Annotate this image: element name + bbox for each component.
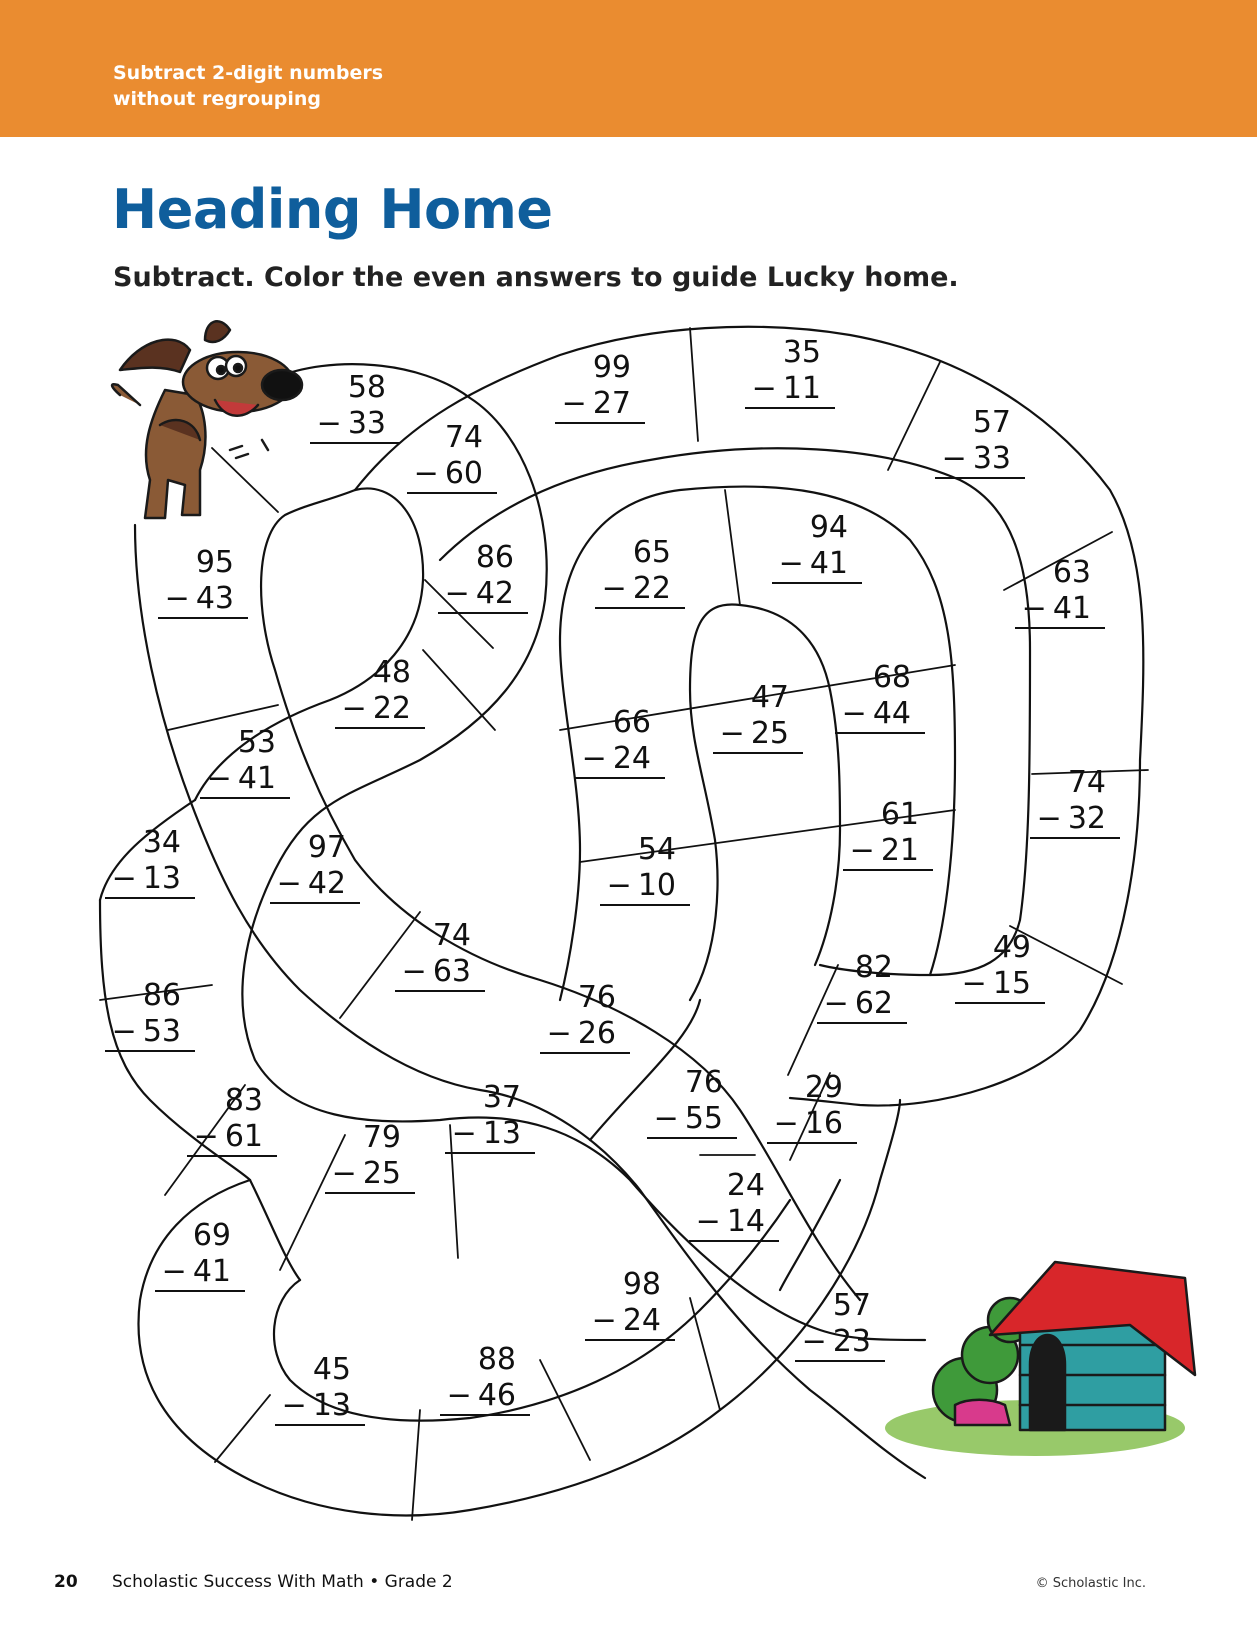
subtrahend: 53: [142, 1014, 181, 1049]
minus-sign: −: [206, 761, 232, 796]
subtrahend: 25: [750, 716, 789, 751]
subtraction-problem: [689, 1168, 779, 1242]
minus-sign: −: [401, 954, 427, 989]
minus-sign: −: [841, 696, 867, 731]
subtraction-problem: [438, 540, 528, 614]
subtraction-problem: [275, 1352, 365, 1426]
minuend: 49: [992, 930, 1031, 965]
subtrahend: 25: [362, 1156, 401, 1191]
minus-sign: −: [601, 571, 627, 606]
subtrahend-row: [595, 571, 685, 609]
subtrahend: 10: [637, 868, 676, 903]
subtrahend: 41: [237, 761, 276, 796]
minuend: 29: [804, 1070, 843, 1105]
minuend: 65: [632, 535, 671, 570]
minus-sign: −: [316, 406, 342, 441]
minus-sign: −: [591, 1303, 617, 1338]
minus-sign: −: [1021, 591, 1047, 626]
minus-sign: −: [849, 833, 875, 868]
subtrahend-row: [1015, 591, 1105, 629]
subtraction-problem: [935, 405, 1025, 479]
subtrahend-row: [155, 1254, 245, 1292]
minus-sign: −: [801, 1324, 827, 1359]
minuend: 34: [142, 825, 181, 860]
subtraction-problem: [595, 535, 685, 609]
subtrahend-row: [187, 1119, 277, 1157]
subtrahend: 61: [224, 1119, 263, 1154]
subtrahend-row: [270, 866, 360, 904]
minuend: 82: [854, 950, 893, 985]
minus-sign: −: [193, 1119, 219, 1154]
doghouse-illustration: [885, 1262, 1195, 1456]
minuend: 57: [972, 405, 1011, 440]
minuend: 76: [684, 1065, 723, 1100]
minus-sign: −: [164, 581, 190, 616]
minuend: 35: [782, 335, 821, 370]
subtrahend-row: [745, 371, 835, 409]
minuend: 79: [362, 1120, 401, 1155]
minus-sign: −: [161, 1254, 187, 1289]
subtraction-problem: [310, 370, 400, 444]
subtrahend: 13: [482, 1116, 521, 1151]
subtraction-problem: [767, 1070, 857, 1144]
minuend: 37: [482, 1080, 521, 1115]
subtraction-problem: [585, 1267, 675, 1341]
minuend: 61: [880, 797, 919, 832]
subtraction-problem: [575, 705, 665, 779]
page-number: 20: [54, 1572, 78, 1592]
subtraction-problem: [795, 1288, 885, 1362]
minuend: 86: [142, 978, 181, 1013]
minuend: 53: [237, 725, 276, 760]
minus-sign: −: [444, 576, 470, 611]
minus-sign: −: [581, 741, 607, 776]
book-title: Scholastic Success With Math • Grade 2: [112, 1572, 453, 1592]
subtrahend-row: [772, 546, 862, 584]
maze-edge: [250, 1180, 300, 1280]
subtrahend: 23: [832, 1324, 871, 1359]
subtraction-problem: [407, 420, 497, 494]
subtrahend: 13: [142, 861, 181, 896]
subtraction-problem: [200, 725, 290, 799]
subtrahend-row: [200, 761, 290, 799]
subtraction-problem: [105, 978, 195, 1052]
subtraction-problem: [835, 660, 925, 734]
subtrahend-row: [325, 1156, 415, 1194]
subtraction-problem: [187, 1083, 277, 1157]
minus-sign: −: [653, 1101, 679, 1136]
subtraction-problem: [772, 510, 862, 584]
subtrahend: 41: [1052, 591, 1091, 626]
minuend: 83: [224, 1083, 263, 1118]
minus-sign: −: [778, 546, 804, 581]
subtrahend: 16: [804, 1106, 843, 1141]
maze-edge: [780, 1180, 840, 1290]
subtrahend: 32: [1067, 801, 1106, 836]
minus-sign: −: [331, 1156, 357, 1191]
subtrahend: 27: [592, 386, 631, 421]
subtrahend: 41: [809, 546, 848, 581]
minus-sign: −: [111, 861, 137, 896]
subtraction-problem: [1030, 765, 1120, 839]
minuend: 47: [750, 680, 789, 715]
minuend: 54: [637, 832, 676, 867]
minuend: 98: [622, 1267, 661, 1302]
subtrahend-row: [445, 1116, 535, 1154]
subtrahend: 63: [432, 954, 471, 989]
subtraction-problem: [1015, 555, 1105, 629]
minus-sign: −: [695, 1204, 721, 1239]
subtraction-problem: [713, 680, 803, 754]
subtrahend: 62: [854, 986, 893, 1021]
subtrahend-row: [275, 1388, 365, 1426]
subtraction-problem: [155, 1218, 245, 1292]
minuend: 94: [809, 510, 848, 545]
subtraction-problem: [440, 1342, 530, 1416]
subtrahend-row: [407, 456, 497, 494]
minuend: 99: [592, 350, 631, 385]
subtrahend: 21: [880, 833, 919, 868]
subtraction-problem: [843, 797, 933, 871]
subtrahend-row: [689, 1204, 779, 1242]
subtraction-problem: [955, 930, 1045, 1004]
subtrahend-row: [647, 1101, 737, 1139]
minus-sign: −: [961, 966, 987, 1001]
subtrahend: 15: [992, 966, 1031, 1001]
subtraction-problem: [335, 655, 425, 729]
maze-edge: [690, 604, 840, 1000]
minus-sign: −: [823, 986, 849, 1021]
minus-sign: −: [111, 1014, 137, 1049]
minuend: 76: [577, 980, 616, 1015]
minuend: 63: [1052, 555, 1091, 590]
minuend: 74: [432, 918, 471, 953]
subtrahend: 33: [347, 406, 386, 441]
subtrahend-row: [935, 441, 1025, 479]
subtraction-problem: [395, 918, 485, 992]
subtrahend: 24: [612, 741, 651, 776]
subtrahend: 22: [632, 571, 671, 606]
subtrahend-row: [795, 1324, 885, 1362]
subtrahend: 42: [475, 576, 514, 611]
subtraction-problem: [158, 545, 248, 619]
minus-sign: −: [341, 691, 367, 726]
minuend: 74: [1067, 765, 1106, 800]
copyright: © Scholastic Inc.: [1035, 1576, 1146, 1591]
subtraction-problem: [745, 335, 835, 409]
subtrahend-row: [835, 696, 925, 734]
subtrahend: 43: [195, 581, 234, 616]
subtrahend: 22: [372, 691, 411, 726]
subtrahend: 11: [782, 371, 821, 406]
subtrahend: 13: [312, 1388, 351, 1423]
minus-sign: −: [751, 371, 777, 406]
subtraction-problem: [445, 1080, 535, 1154]
subtrahend-row: [440, 1378, 530, 1416]
skill-label-line-2: without regrouping: [113, 88, 321, 110]
subtraction-problem: [540, 980, 630, 1054]
subtrahend: 14: [726, 1204, 765, 1239]
subtrahend-row: [555, 386, 645, 424]
minus-sign: −: [1036, 801, 1062, 836]
skill-label-line-1: Subtract 2-digit numbers: [113, 62, 384, 84]
subtrahend: 60: [444, 456, 483, 491]
minuend: 86: [475, 540, 514, 575]
minus-sign: −: [546, 1016, 572, 1051]
subtrahend-row: [713, 716, 803, 754]
subtrahend-row: [817, 986, 907, 1024]
minus-sign: −: [413, 456, 439, 491]
minuend: 48: [372, 655, 411, 690]
subtrahend-row: [395, 954, 485, 992]
maze-edge: [138, 1100, 900, 1515]
subtrahend: 26: [577, 1016, 616, 1051]
subtraction-problem: [600, 832, 690, 906]
minus-sign: −: [773, 1106, 799, 1141]
minuend: 45: [312, 1352, 351, 1387]
subtrahend-row: [585, 1303, 675, 1341]
subtrahend: 24: [622, 1303, 661, 1338]
subtrahend-row: [767, 1106, 857, 1144]
minuend: 58: [347, 370, 386, 405]
minuend: 69: [192, 1218, 231, 1253]
subtrahend: 46: [477, 1378, 516, 1413]
subtrahend-row: [158, 581, 248, 619]
subtrahend-row: [600, 868, 690, 906]
minuend: 88: [477, 1342, 516, 1377]
subtrahend: 41: [192, 1254, 231, 1289]
subtraction-problem: [647, 1065, 737, 1139]
subtraction-problem: [817, 950, 907, 1024]
subtrahend-row: [575, 741, 665, 779]
minus-sign: −: [451, 1116, 477, 1151]
minuend: 68: [872, 660, 911, 695]
subtrahend-row: [843, 833, 933, 871]
minuend: 97: [307, 830, 346, 865]
subtrahend-row: [540, 1016, 630, 1054]
subtrahend-row: [310, 406, 400, 444]
minuend: 74: [444, 420, 483, 455]
minuend: 66: [612, 705, 651, 740]
minus-sign: −: [606, 868, 632, 903]
subtrahend: 42: [307, 866, 346, 901]
subtrahend-row: [105, 861, 195, 899]
subtrahend-row: [335, 691, 425, 729]
subtraction-problem: [270, 830, 360, 904]
subtrahend-row: [955, 966, 1045, 1004]
minus-sign: −: [276, 866, 302, 901]
subtraction-problem: [555, 350, 645, 424]
minus-sign: −: [446, 1378, 472, 1413]
subtraction-problem: [325, 1120, 415, 1194]
minus-sign: −: [941, 441, 967, 476]
subtrahend: 55: [684, 1101, 723, 1136]
subtrahend-row: [1030, 801, 1120, 839]
page-title: Heading Home: [112, 178, 553, 241]
instructions: Subtract. Color the even answers to guide Lucky home.: [113, 262, 959, 293]
minuend: 57: [832, 1288, 871, 1323]
minuend: 95: [195, 545, 234, 580]
subtrahend: 33: [972, 441, 1011, 476]
minuend: 24: [726, 1168, 765, 1203]
subtrahend: 44: [872, 696, 911, 731]
minus-sign: −: [719, 716, 745, 751]
subtrahend-row: [438, 576, 528, 614]
subtraction-problem: [105, 825, 195, 899]
dog-illustration: [112, 321, 302, 518]
subtrahend-row: [105, 1014, 195, 1052]
minus-sign: −: [561, 386, 587, 421]
minus-sign: −: [281, 1388, 307, 1423]
